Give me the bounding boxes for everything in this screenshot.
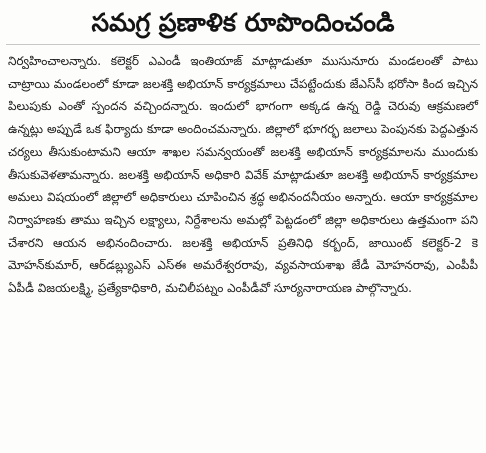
headline-divider [6, 44, 480, 45]
article-body: నిర్వహించాలన్నారు. కలెక్టర్ ఎఎండీ ఇంతియాజ్ మాట్లాడుతూ ముసునూరు మండలంతో పాటు చాట్రాయి మండలంలో కూడా జలశక్తి అభియాన్ కార్యక్రమాలు చేపట్టేందుకు జేఎస్‌సీ భరోసా కింద ఇచ్చిన పిలుపుకు ఎంతో స్పందన వచ్చిందన్నారు. ఇందులో భాగంగా అక్కడ ఉన్న రెడ్డి చెరువు ఆక్రమణలో ఉన్నట్లు అప్పుడే ఒక ఫిర్యాదు కూడా అందించమన్నారు. జిల్లాలో భూగర్భ జలాలు పెంపునకు పెద్దఎత్తున చర్యలు తీసుకుంటామని ఆయా శాఖల సమన్వయంతో జలశక్తి అభియాన్ కార్యక్రమాలను ముందుకు తీసుకువెళతామన్నారు. జలశక్తి అభియాన్ అధికారి వివేక్ మాట్లాడుతూ జలశక్తి అభియాన్ కార్యక్రమాల అమలు విషయంలో జిల్లాలో అధికారులు చూపించిన శ్రద్ధ అభినందనీయం అన్నారు. ఆయా కార్యక్రమాల నిర్వాహణకు తాము ఇచ్చిన లక్ష్యాలు, నిర్దేశాలను అమల్లో పెట్టడంలో జిల్లా అధికారులు ఉత్తమంగా పని చేశారని ఆయన అభినందించారు. జలశక్తి అభియాన్ ప్రతినిధి కర్బంద్, జాయింట్ కలెక్టర్-2 కె మోహన్‌కుమార్, ఆర్‌డబ్ల్యుఎస్ ఎస్ఈ అమరేశ్వరరావు, వ్యవసాయశాఖ జేడీ మోహనరావు, ఎంపీపీ ఏపీడీ విజయలక్ష్మి, ప్రత్యేకాధికారి, మచిలీపట్నం ఎంపీడీవో సూర్యనారాయణ పాల్గొన్నారు. [8, 54, 478, 296]
article-headline: సమగ్ర ప్రణాళిక రూపొందించండి [91, 8, 395, 37]
